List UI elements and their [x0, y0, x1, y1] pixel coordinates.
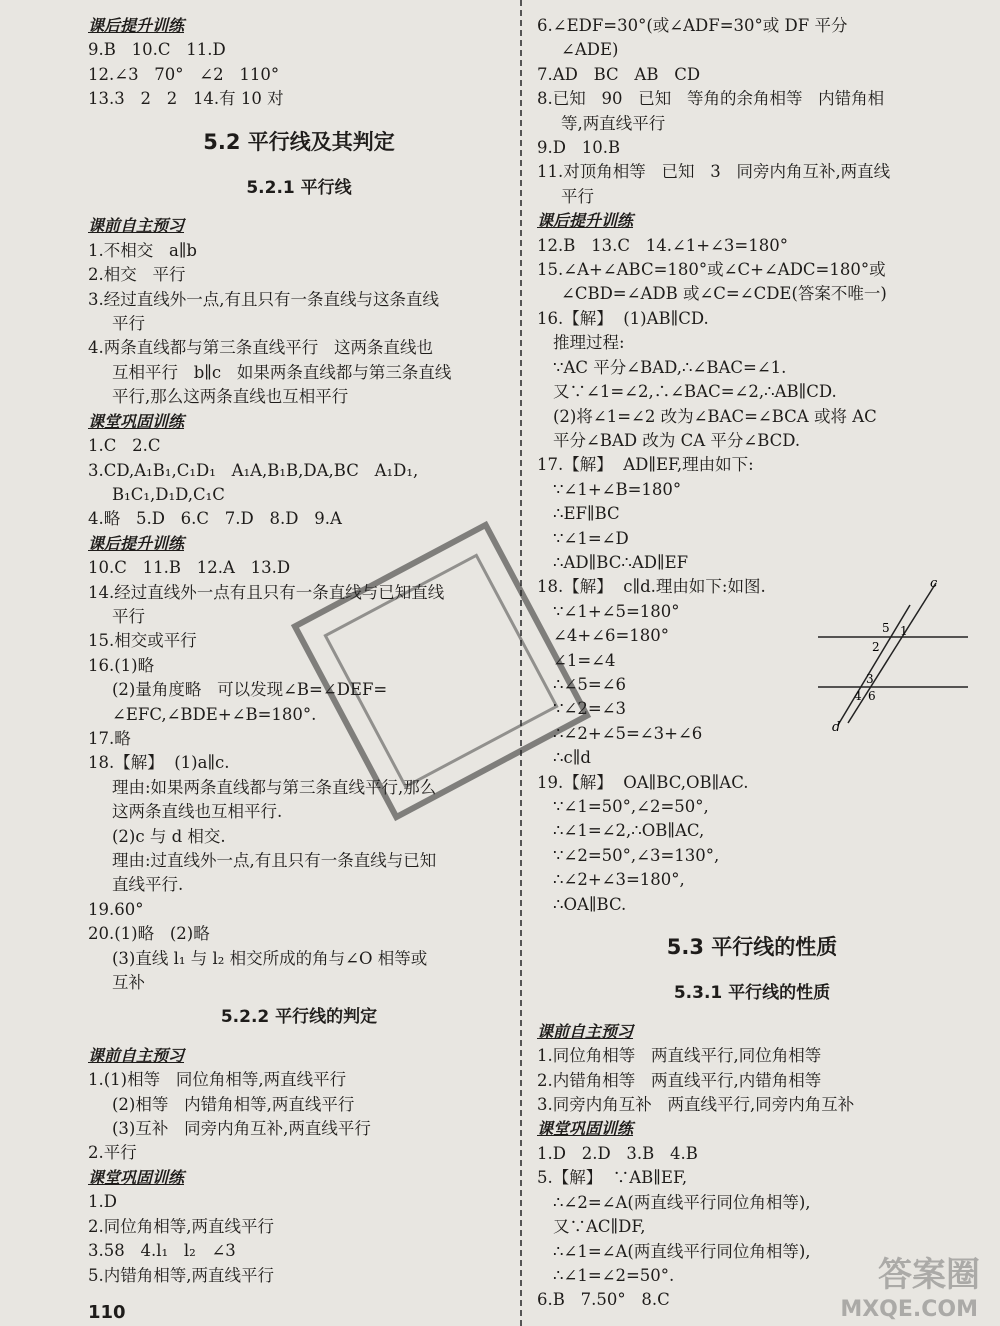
answer-line: 4.两条直线都与第三条直线平行 这两条直线也: [88, 338, 433, 358]
parallel-lines-figure: [818, 575, 968, 735]
answer-line: (2)相等 内错角相等,两直线平行: [112, 1094, 355, 1114]
answer-line: 互相平行 b∥c 如果两条直线都与第三条直线: [112, 362, 452, 382]
answer-line: (3)直线 l₁ 与 l₂ 相交所成的角与∠O 相等或: [112, 948, 428, 968]
answer-line: (2)量角度略 可以发现∠B=∠DEF=: [112, 680, 388, 700]
answer-line: 17.略: [88, 728, 131, 748]
answer-line: 理由:过直线外一点,有且只有一条直线与已知: [112, 851, 437, 870]
answer-line: 2.内错角相等 两直线平行,内错角相等: [537, 1070, 822, 1090]
answer-line: 4.略 5.D 6.C 7.D 8.D 9.A: [88, 509, 342, 529]
answer-line: 16.(1)略: [88, 655, 155, 675]
answer-line: (3)互补 同旁内角互补,两直线平行: [112, 1119, 371, 1139]
answer-line: ∴∠1=∠2,∴OB∥AC,: [553, 821, 705, 841]
section-label: 课堂巩固训练: [88, 1167, 185, 1187]
watermark-url: MXQE.COM: [840, 1297, 978, 1322]
figure-label-d: d: [832, 720, 841, 735]
answer-line: 12.∠3 70° ∠2 110°: [88, 64, 280, 84]
page-number: 110: [88, 1302, 126, 1323]
answer-line: 1.D: [88, 1192, 117, 1212]
figure-label-5: 5: [882, 621, 890, 635]
answer-line: 平行: [112, 314, 145, 334]
answer-line: 7.AD BC AB CD: [537, 64, 701, 84]
answer-line: 平行: [112, 606, 145, 626]
answer-line: ∠CBD=∠ADB 或∠C=∠CDE(答案不唯一): [561, 284, 887, 304]
answer-line: 3.经过直线外一点,有且只有一条直线与这条直线: [88, 289, 439, 309]
section-label: 课堂巩固训练: [88, 411, 185, 431]
answer-line: ∵AC 平分∠BAD,∴∠BAC=∠1.: [553, 357, 787, 377]
answer-line: ∠4+∠6=180°: [553, 626, 670, 646]
answer-line: ∴∠2=∠A(两直线平行同位角相等),: [553, 1192, 811, 1212]
answer-line: ∴∠2+∠5=∠3+∠6: [553, 723, 703, 743]
answer-line: ∵∠1+∠B=180°: [553, 479, 682, 499]
answer-line: ∴c∥d: [553, 748, 591, 768]
answer-line: 2.同位角相等,两直线平行: [88, 1216, 274, 1236]
section-label: 课前自主预习: [88, 216, 185, 236]
answer-line: ∴OA∥BC.: [553, 894, 627, 914]
subsection-heading: 5.2.1 平行线: [246, 178, 352, 199]
answer-line: 6.B 7.50° 8.C: [537, 1290, 670, 1310]
answer-line: ∴∠1=∠A(两直线平行同位角相等),: [553, 1241, 811, 1261]
answer-line: ∴AD∥BC∴AD∥EF: [553, 552, 689, 572]
figure-label-1: 1: [900, 624, 908, 638]
answer-line: 13.3 2 2 14.有 10 对: [88, 89, 284, 109]
answer-line: ∴∠2+∠3=180°,: [553, 870, 685, 890]
answer-line: 2.相交 平行: [88, 265, 186, 285]
answer-line: 9.B 10.C 11.D: [88, 40, 226, 60]
answer-line: 14.经过直线外一点有且只有一条直线与已知直线: [88, 582, 445, 602]
answer-line: 等,两直线平行: [561, 113, 666, 133]
answer-line: 1.不相交 a∥b: [88, 240, 197, 260]
answer-line: 19.【解】 OA∥BC,OB∥AC.: [537, 772, 749, 792]
section-heading: 5.3 平行线的性质: [666, 935, 838, 960]
answer-line: 20.(1)略 (2)略: [88, 924, 210, 944]
answer-line: (2)c 与 d 相交.: [112, 826, 226, 846]
section-label: 课前自主预习: [537, 1021, 634, 1041]
section-heading: 5.2 平行线及其判定: [203, 129, 395, 154]
answer-line: ∠ADE): [561, 40, 619, 60]
answer-line: 8.已知 90 已知 等角的余角相等 内错角相: [537, 89, 885, 109]
answer-line: ∵∠1=∠D: [553, 528, 629, 548]
answer-line: 9.D 10.B: [537, 138, 621, 158]
figure-label-c: c: [930, 576, 938, 591]
answer-line: 平行: [561, 186, 594, 206]
answer-line: ∴EF∥BC: [553, 504, 620, 524]
answer-line: 又∵AC∥DF,: [553, 1217, 646, 1237]
answer-line: ∵∠2=∠3: [553, 699, 626, 719]
answer-line: ∠1=∠4: [553, 650, 616, 670]
section-label: 课前自主预习: [88, 1045, 185, 1065]
answer-line: 15.相交或平行: [88, 631, 197, 651]
watermark-logo: 答案圈: [878, 1255, 980, 1295]
answer-line: 1.同位角相等 两直线平行,同位角相等: [537, 1046, 822, 1066]
answer-line: ∴∠1=∠2=50°.: [553, 1265, 675, 1285]
subsection-heading: 5.2.2 平行线的判定: [220, 1007, 378, 1028]
answer-line: ∠EFC,∠BDE+∠B=180°.: [112, 704, 317, 724]
answer-line: 11.对顶角相等 已知 3 同旁内角互补,两直线: [537, 162, 891, 182]
section-label: 课后提升训练: [88, 16, 185, 35]
answer-line: 直线平行.: [112, 875, 184, 895]
answer-line: 平行,那么这两条直线也互相平行: [112, 387, 349, 407]
answer-line: ∵∠1+∠5=180°: [553, 601, 680, 621]
figure-line-d: [838, 605, 910, 725]
answer-line: (2)将∠1=∠2 改为∠BAC=∠BCA 或将 AC: [553, 406, 877, 426]
answer-line: 12.B 13.C 14.∠1+∠3=180°: [537, 235, 788, 255]
answer-line: 1.D 2.D 3.B 4.B: [537, 1143, 698, 1163]
figure-label-3: 3: [866, 672, 874, 686]
answer-line: 3.58 4.l₁ l₂ ∠3: [88, 1241, 236, 1261]
answer-line: 5.内错角相等,两直线平行: [88, 1265, 274, 1285]
section-label: 课后提升训练: [88, 533, 185, 553]
figure-label-4: 4: [854, 689, 862, 703]
answer-line: 理由:如果两条直线都与第三条直线平行,那么: [112, 777, 437, 797]
answer-line: 3.同旁内角互补 两直线平行,同旁内角互补: [537, 1095, 855, 1115]
answer-line: 17.【解】 AD∥EF,理由如下:: [537, 455, 754, 475]
answer-line: 16.【解】 (1)AB∥CD.: [537, 308, 709, 328]
answer-line: 1.C 2.C: [88, 436, 161, 456]
answer-line: 18.【解】 (1)a∥c.: [88, 753, 230, 773]
answer-line: 19.60°: [88, 899, 144, 919]
answer-line: ∵∠1=50°,∠2=50°,: [553, 797, 709, 816]
answer-line: ∵∠2=50°,∠3=130°,: [553, 845, 720, 865]
answer-line: ∴∠5=∠6: [553, 674, 626, 694]
answer-line: 这两条直线也互相平行.: [112, 802, 283, 822]
answer-line: B₁C₁,D₁D,C₁C: [112, 484, 225, 504]
answer-line: 18.【解】 c∥d.理由如下:如图.: [537, 577, 766, 597]
answer-line: 5.【解】 ∵AB∥EF,: [537, 1168, 688, 1188]
answer-line: 1.(1)相等 同位角相等,两直线平行: [88, 1070, 347, 1090]
figure-label-6: 6: [868, 689, 876, 703]
answer-line: 3.CD,A₁B₁,C₁D₁ A₁A,B₁B,DA,BC A₁D₁,: [88, 460, 419, 480]
answer-line: 10.C 11.B 12.A 13.D: [88, 558, 291, 578]
answer-line: 6.∠EDF=30°(或∠ADF=30°或 DF 平分: [537, 16, 848, 35]
answer-line: 互补: [112, 973, 145, 993]
answer-line: 又∵∠1=∠2,∴∠BAC=∠2,∴AB∥CD.: [553, 382, 837, 402]
answer-line: 15.∠A+∠ABC=180°或∠C+∠ADC=180°或: [537, 260, 886, 280]
answer-line: 2.平行: [88, 1143, 137, 1163]
figure-label-2: 2: [872, 640, 880, 654]
answer-line: 平分∠BAD 改为 CA 平分∠BCD.: [553, 430, 801, 450]
subsection-heading: 5.3.1 平行线的性质: [673, 983, 831, 1004]
answer-line: 推理过程:: [553, 333, 625, 353]
section-label: 课后提升训练: [537, 211, 634, 231]
section-label: 课堂巩固训练: [537, 1119, 634, 1139]
